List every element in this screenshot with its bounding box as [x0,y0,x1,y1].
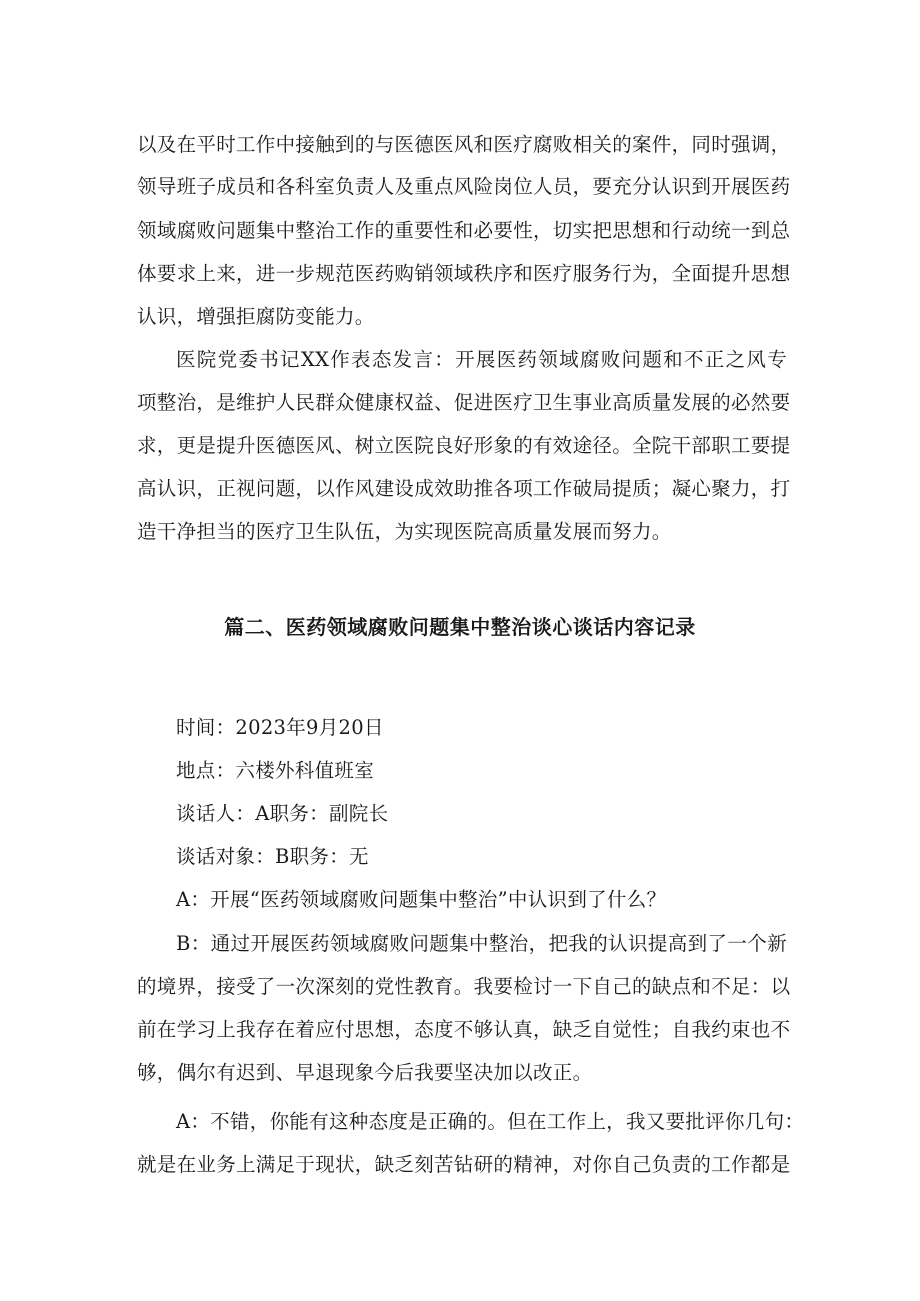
meeting-time: 时间：2023年9月20日 [176,716,384,739]
meeting-place: 地点：六楼外科值班室 [176,759,375,782]
paragraph-1-line-2: 领导班子成员和各科室负责人及重点风险岗位人员，要充分认识到开展医药 [137,175,791,198]
dialogue-question-2-line-1: A：不错，你能有这种态度是正确的。但在工作上，我又要批评你几句： [176,1110,805,1133]
paragraph-2-line-3: 求，更是提升医德医风、树立医院良好形象的有效途径。全院干部职工要提 [137,434,791,457]
dialogue-answer-1-line-3: 前在学习上我存在着应付思想，态度不够认真，缺乏自觉性；自我约束也不 [137,1018,791,1041]
paragraph-1-line-1: 以及在平时工作中接触到的与医德医风和医疗腐败相关的案件，同时强调， [137,133,791,156]
dialogue-question-2-line-2: 就是在业务上满足于现状，缺乏刻苦钻研的精神，对你自己负责的工作都是 [137,1153,791,1176]
section-heading: 篇二、医药领域腐败问题集中整治谈心谈话内容记录 [224,615,696,639]
dialogue-answer-1-line-4: 够，偶尔有迟到、早退现象今后我要坚决加以改正。 [137,1061,593,1084]
dialogue-answer-1-line-2: 的境界，接受了一次深刻的党性教育。我要检讨一下自己的缺点和不足：以 [137,975,791,998]
paragraph-2-line-4: 高认识，正视问题，以作风建设成效助推各项工作破局提质；凝心聚力，打 [137,477,791,500]
paragraph-2-line-5: 造干净担当的医疗卫生队伍，为实现医院高质量发展而努力。 [137,520,672,543]
paragraph-2-line-1: 医院党委书记XX作表态发言：开展医药领域腐败问题和不正之风专 [176,348,787,371]
dialogue-question-1: A：开展“医药领域腐败问题集中整治”中认识到了什么？ [176,888,667,911]
paragraph-1-line-5: 认识，增强拒腐防变能力。 [137,305,375,328]
paragraph-1-line-4: 体要求上来，进一步规范医药购销领域秩序和医疗服务行为，全面提升思想 [137,262,791,285]
dialogue-answer-1-line-1: B：通过开展医药领域腐败问题集中整治，把我的认识提高到了一个新 [176,932,787,955]
meeting-speaker: 谈话人：A职务：副院长 [176,802,389,825]
meeting-target: 谈话对象：B职务：无 [176,845,369,868]
paragraph-1-line-3: 领域腐败问题集中整治工作的重要性和必要性，切实把思想和行动统一到总 [137,219,791,242]
paragraph-2-line-2: 项整治，是维护人民群众健康权益、促进医疗卫生事业高质量发展的必然要 [137,391,791,414]
